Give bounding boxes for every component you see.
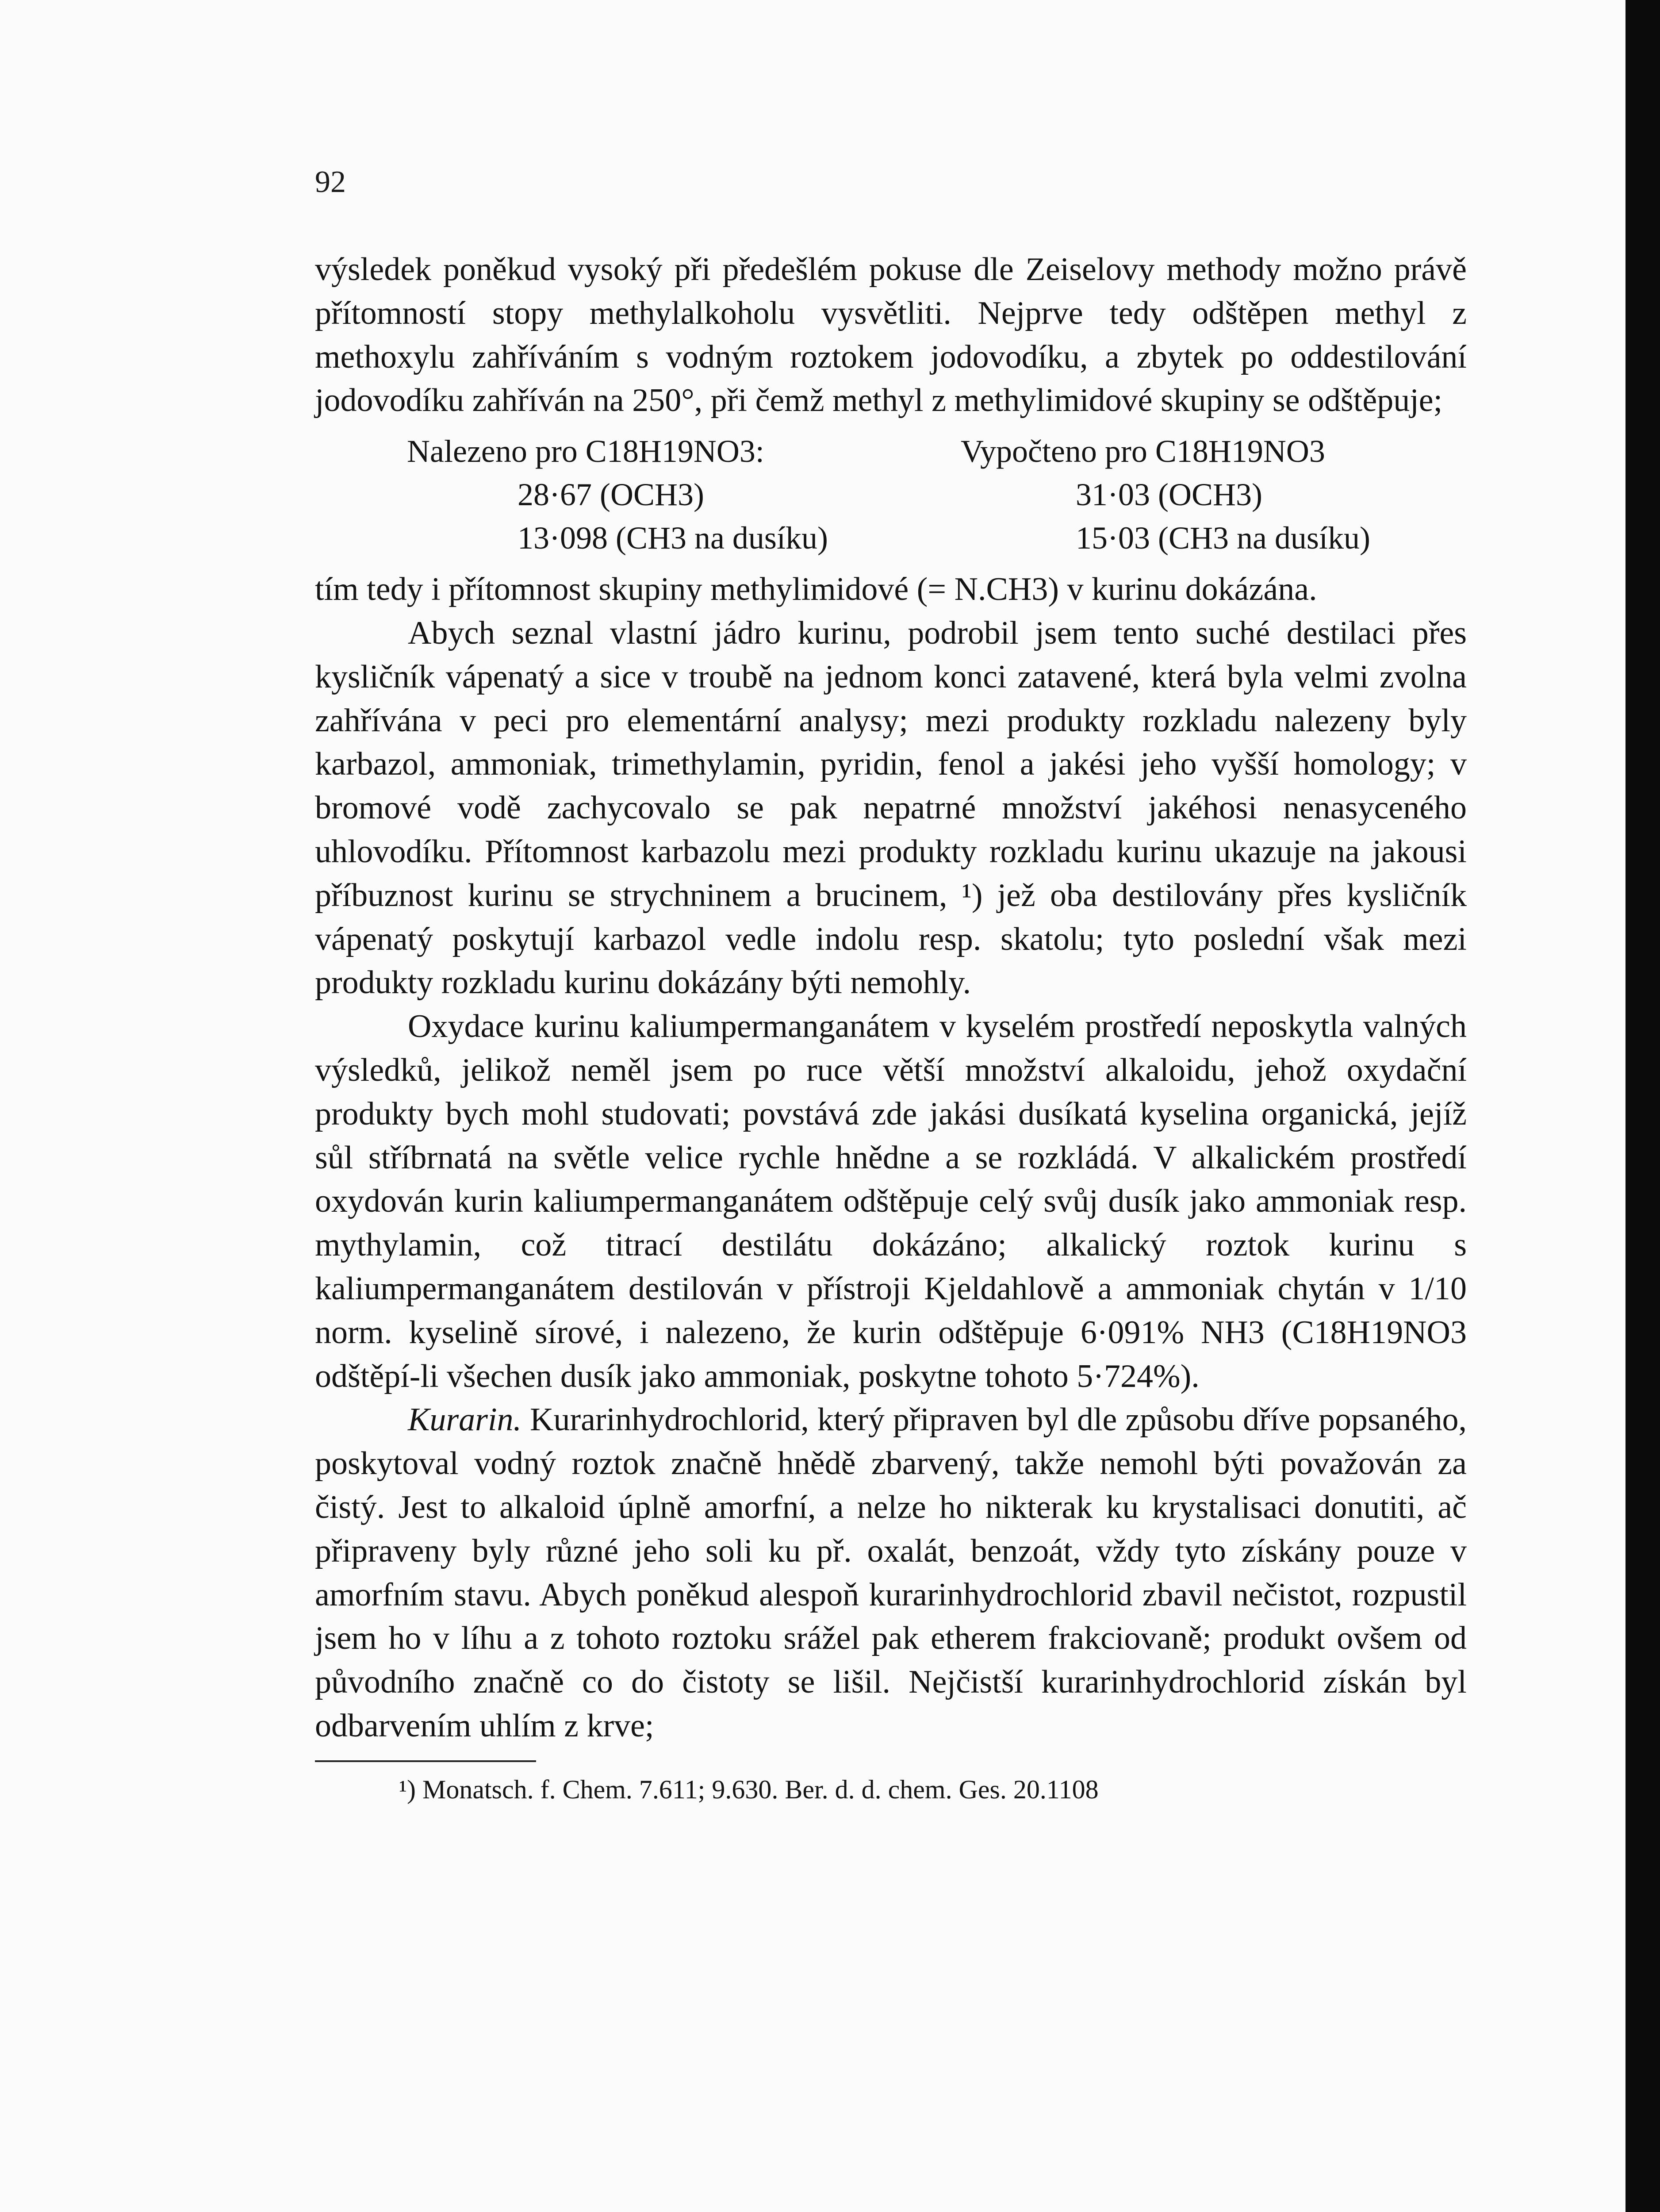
analysis-table [315, 430, 1467, 561]
paragraph: Oxydace kurinu kaliumpermanganátem v kyselém prostředí neposkytla valných výsledků, jelikož neměl jsem po ruce větší množství alkaloidu, jehož oxydační produkty bych mohl studovati; povstává zde jakási dusíkatá kyselina organická, jejíž sůl stříbrnatá na světle velice rychle hnědne a se rozkládá. V alkalickém prostředí oxydován kurin kaliumpermanganátem odštěpuje celý svůj dusík jako ammoniak resp. mythylamin, což titrací destilátu dokázáno; alkalický roztok kurinu s kaliumpermanganátem destilován v přístroji Kjeldahlově a ammoniak chytán v 1/10 norm. kyselině sírové, i nalezeno, že kurin odštěpuje 6·091% NH3 (C18H19NO3 odštěpí-li všechen dusík jako ammoniak, poskytne tohoto 5·724%). [315, 1008, 1467, 1394]
paragraph: výsledek poněkud vysoký při předešlém pokuse dle Zeiselovy methody možno právě přítomností stopy methylalkoholu vysvětliti. Nejprve tedy odštěpen methyl z methoxylu zahříváním s vodným roztokem jodovodíku, a zbytek po oddestilování jodovodíku zahříván na 250°, při čemž methyl z methylimidové skupiny se odštěpuje; [315, 251, 1467, 419]
calc-label: Vypočteno pro C18H19NO3 [961, 434, 1325, 469]
found-och3: 28·67 (OCH3) [518, 477, 704, 513]
calc-och3: 31·03 (OCH3) [1076, 477, 1262, 513]
body-text [315, 248, 1467, 1807]
section-heading: Kurarin. [408, 1402, 522, 1438]
scan-border-right [1625, 0, 1660, 2212]
calculated-column [961, 430, 1370, 560]
calc-ch3: 15·03 (CH3 na dusíku) [1076, 520, 1370, 556]
found-label: Nalezeno pro C18H19NO3: [407, 434, 764, 469]
found-column [407, 430, 828, 560]
paragraph: tím tedy i přítomnost skupiny methylimidové (= N.CH3) v kurinu dokázána. [315, 571, 1317, 608]
footnote-divider [315, 1760, 536, 1762]
paragraph-text: Kurarinhydrochlorid, který připraven byl dle způsobu dříve popsaného, poskytoval vodný roztok značně hnědě zbarvený, takže nemohl býti považován za čistý. Jest to alkaloid úplně amorfní, a nelze ho nikterak ku krystalisaci donutiti, ač připraveny byly různé jeho soli ku př. oxalát, benzoát, vždy tyto získány pouze v amorfním stavu. Abych poněkud alespoň kurarinhydrochlorid zbavil nečistot, rozpustil jsem ho v líhu a z tohoto roztoku srážel pak etherem frakciovaně; produkt ovšem od původního značně co do čistoty se lišil. Nejčistší kurarinhydrochlorid získán byl odbarvením uhlím z krve; [315, 1402, 1467, 1744]
page-number: 92 [315, 165, 346, 199]
paragraph: Abych seznal vlastní jádro kurinu, podrobil jsem tento suché destilaci přes kysličník vápenatý a sice v troubě na jednom konci zatavené, která byla velmi zvolna zahřívána v peci pro elementární analysy; mezi produkty rozkladu nalezeny byly karbazol, ammoniak, trimethylamin, pyridin, fenol a jakési jeho vyšší homology; v bromové vodě zachycovalo se pak nepatrné množství jakéhosi nenasyceného uhlovodíku. Přítomnost karbazolu mezi produkty rozkladu kurinu ukazuje na jakousi příbuznost kurinu se strychninem a brucinem, ¹) jež oba destilovány přes kysličník vápenatý poskytují karbazol vedle indolu resp. skatolu; tyto poslední však mezi produkty rozkladu kurinu dokázány býti nemohly. [315, 614, 1467, 1001]
footnote: ¹) Monatsch. f. Chem. 7.611; 9.630. Ber. d. d. chem. Ges. 20.1108 [399, 1774, 1099, 1804]
paragraph-kurarin [315, 1398, 1467, 1747]
found-ch3: 13·098 (CH3 na dusíku) [518, 520, 828, 556]
